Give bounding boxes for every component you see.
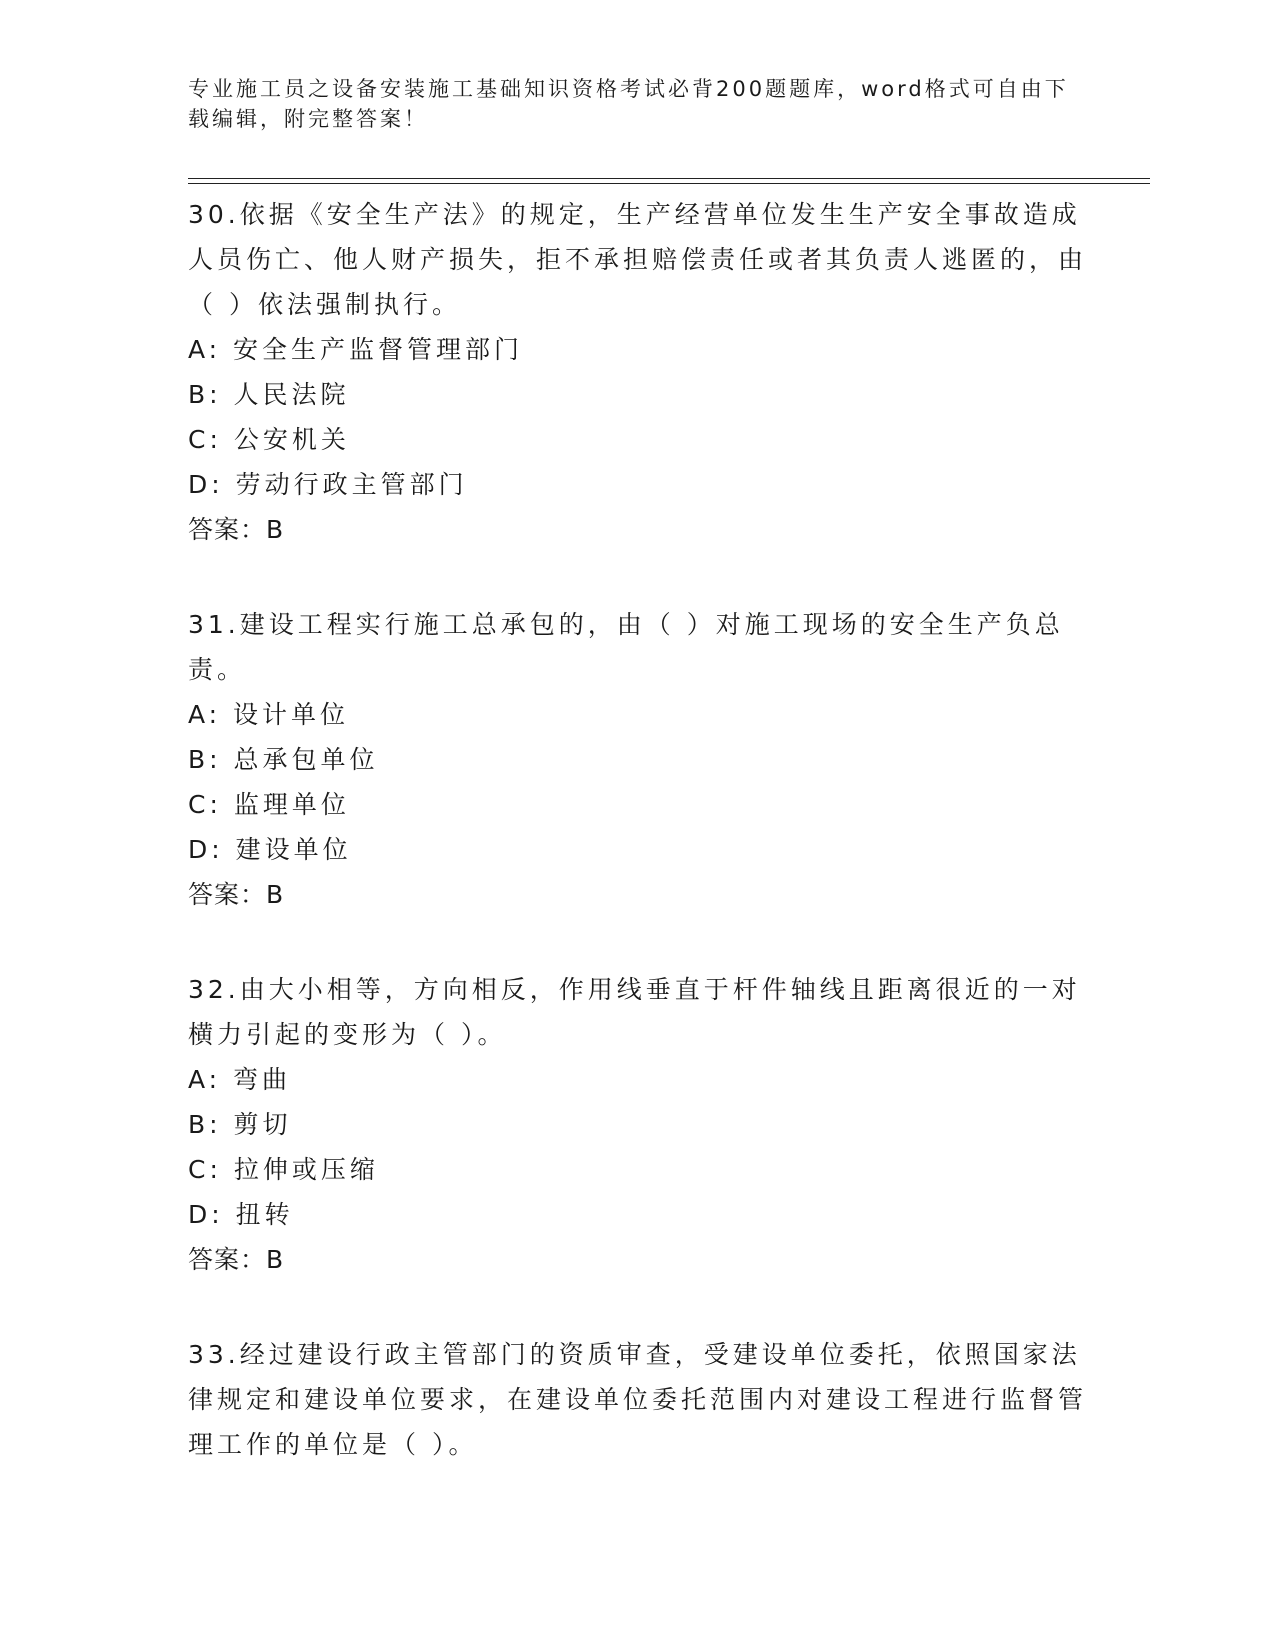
option-a: A: 安全生产监督管理部门 [188,335,524,364]
option-c: C: 公安机关 [188,425,350,454]
option-a: A: 弯曲 [188,1065,292,1094]
option-a: A: 设计单位 [188,700,350,729]
document-header: 专业施工员之设备安装施工基础知识资格考试必背200题题库，word格式可自由下载编辑，附完整答案！ [188,77,1069,131]
answer-label: 答案：B [188,880,285,909]
option-d: D: 扭转 [188,1200,294,1229]
answer-label: 答案：B [188,515,285,544]
option-d: D: 劳动行政主管部门 [188,470,468,499]
question-stem: 30.依据《安全生产法》的规定，生产经营单位发生生产安全事故造成人员伤亡、他人财产损失，拒不承担赔偿责任或者其负责人逃匿的，由（ ）依法强制执行。 [188,200,1088,319]
question-31 [188,602,1088,917]
header-divider-top [188,178,1150,179]
option-b: B: 人民法院 [188,380,350,409]
question-stem: 32.由大小相等，方向相反，作用线垂直于杆件轴线且距离很近的一对横力引起的变形为（ ）。 [188,975,1081,1049]
question-33 [188,1332,1088,1467]
option-b: B: 总承包单位 [188,745,379,774]
answer-label: 答案：B [188,1245,285,1274]
question-32 [188,967,1088,1282]
option-b: B: 剪切 [188,1110,292,1139]
option-c: C: 监理单位 [188,790,350,819]
question-stem: 31.建设工程实行施工总承包的，由（ ）对施工现场的安全生产负总责。 [188,610,1064,684]
option-d: D: 建设单位 [188,835,352,864]
option-c: C: 拉伸或压缩 [188,1155,379,1184]
question-stem: 33.经过建设行政主管部门的资质审查，受建设单位委托，依照国家法律规定和建设单位要求，在建设单位委托范围内对建设工程进行监督管理工作的单位是（ ）。 [188,1340,1088,1459]
header-divider-bottom [188,183,1150,184]
question-list [188,192,1088,1517]
question-30 [188,192,1088,552]
